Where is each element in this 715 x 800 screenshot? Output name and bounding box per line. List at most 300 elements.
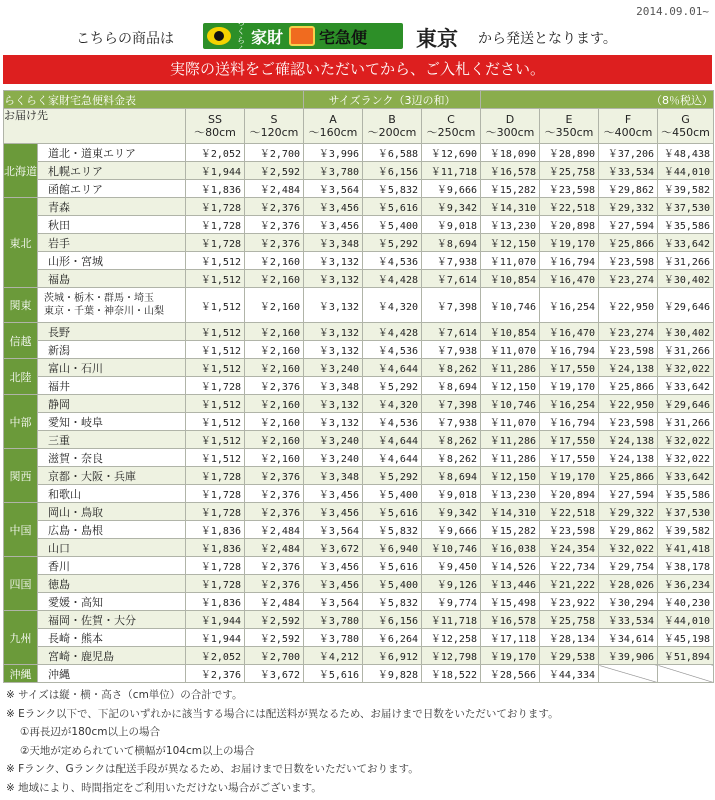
price-cell: ￥9,450 xyxy=(422,557,481,575)
price-cell: ￥18,522 xyxy=(422,665,481,683)
destination-cell xyxy=(38,503,186,521)
price-cell: ￥1,728 xyxy=(186,485,245,503)
price-cell: ￥10,854 xyxy=(481,323,540,341)
size-rank-label: S xyxy=(270,113,278,126)
price-cell: ￥5,292 xyxy=(363,234,422,252)
price-cell: ￥4,320 xyxy=(363,395,422,413)
destination-label: 秋田 xyxy=(48,218,70,232)
table-row xyxy=(4,216,714,234)
size-rank-label: B xyxy=(388,113,396,126)
destination-cell xyxy=(38,413,186,431)
price-cell: ￥25,866 xyxy=(599,234,658,252)
logo-word-kazai: 家財 xyxy=(251,27,284,47)
price-cell: ￥2,376 xyxy=(245,377,304,395)
header xyxy=(0,20,715,52)
price-cell: ￥1,836 xyxy=(186,539,245,557)
size-column-header xyxy=(245,109,304,144)
price-cell: ￥3,240 xyxy=(304,449,363,467)
destination-cell xyxy=(38,431,186,449)
price-cell: ￥10,746 xyxy=(481,288,540,323)
price-cell: ￥30,402 xyxy=(658,323,714,341)
table-row xyxy=(4,629,714,647)
price-cell: ￥6,156 xyxy=(363,611,422,629)
destination-label: 岡山・鳥取 xyxy=(48,505,103,519)
destination-header: お届け先 xyxy=(4,109,186,144)
price-cell: ￥44,010 xyxy=(658,611,714,629)
price-cell: ￥3,456 xyxy=(304,198,363,216)
price-cell: ￥3,348 xyxy=(304,377,363,395)
destination-cell xyxy=(38,162,186,180)
price-cell: ￥2,160 xyxy=(245,252,304,270)
destination-label: 富山・石川 xyxy=(48,361,103,375)
price-cell: ￥25,758 xyxy=(540,162,599,180)
price-cell: ￥17,550 xyxy=(540,431,599,449)
destination-cell xyxy=(38,647,186,665)
destination-label: 和歌山 xyxy=(48,487,81,501)
destination-label: 静岡 xyxy=(48,397,70,411)
destination-label-line2: 東京・千葉・神奈川・山梨 xyxy=(44,306,164,317)
destination-label: 沖縄 xyxy=(48,667,70,681)
price-cell: ￥2,592 xyxy=(245,162,304,180)
price-cell: ￥1,728 xyxy=(186,557,245,575)
price-cell: ￥45,198 xyxy=(658,629,714,647)
price-cell: ￥2,376 xyxy=(245,234,304,252)
price-cell: ￥10,746 xyxy=(422,539,481,557)
price-cell: ￥5,292 xyxy=(363,377,422,395)
destination-label: 函館エリア xyxy=(48,182,103,196)
price-cell: ￥5,616 xyxy=(363,557,422,575)
header-intro-text: こちらの商品は xyxy=(76,31,174,47)
destination-cell xyxy=(38,144,186,162)
price-cell: ￥22,734 xyxy=(540,557,599,575)
price-cell: ￥32,022 xyxy=(658,449,714,467)
size-rank-label: C xyxy=(447,113,455,126)
price-cell: ￥3,240 xyxy=(304,431,363,449)
price-cell: ￥37,530 xyxy=(658,198,714,216)
price-cell: ￥24,138 xyxy=(599,359,658,377)
destination-cell xyxy=(38,323,186,341)
price-cell: ￥21,222 xyxy=(540,575,599,593)
price-cell: ￥7,614 xyxy=(422,270,481,288)
price-cell: ￥4,428 xyxy=(363,270,422,288)
note-condition-2: ②天地が定められていて横幅が104cm以上の場合 xyxy=(20,744,255,757)
destination-label: 徳島 xyxy=(48,577,70,591)
price-cell: ￥48,438 xyxy=(658,144,714,162)
destination-cell xyxy=(38,359,186,377)
price-cell: ￥17,118 xyxy=(481,629,540,647)
price-cell: ￥1,728 xyxy=(186,198,245,216)
price-cell: ￥3,456 xyxy=(304,485,363,503)
price-cell: ￥9,774 xyxy=(422,593,481,611)
destination-cell xyxy=(38,485,186,503)
size-rank-caption: サイズランク（3辺の和） xyxy=(304,91,481,109)
price-cell: ￥8,262 xyxy=(422,431,481,449)
price-cell: ￥2,376 xyxy=(245,485,304,503)
price-cell: ￥23,598 xyxy=(599,252,658,270)
price-cell: ￥4,428 xyxy=(363,323,422,341)
price-cell: ￥4,320 xyxy=(363,288,422,323)
price-cell: ￥16,254 xyxy=(540,395,599,413)
price-cell: ￥19,170 xyxy=(540,377,599,395)
price-cell: ￥7,398 xyxy=(422,288,481,323)
price-cell: ￥30,402 xyxy=(658,270,714,288)
price-cell: ￥25,758 xyxy=(540,611,599,629)
region-cell: 四国 xyxy=(4,557,38,611)
price-cell: ￥3,564 xyxy=(304,180,363,198)
destination-cell xyxy=(38,270,186,288)
destination-label: 福島 xyxy=(48,272,70,286)
table-row xyxy=(4,557,714,575)
table-row xyxy=(4,234,714,252)
price-cell: ￥38,178 xyxy=(658,557,714,575)
price-cell: ￥3,348 xyxy=(304,467,363,485)
price-cell: ￥32,022 xyxy=(599,539,658,557)
price-cell: ￥2,160 xyxy=(245,395,304,413)
price-cell: ￥22,518 xyxy=(540,198,599,216)
size-column-header xyxy=(186,109,245,144)
table-row xyxy=(4,575,714,593)
destination-cell xyxy=(38,449,186,467)
price-cell: ￥4,644 xyxy=(363,449,422,467)
price-cell: ￥16,794 xyxy=(540,252,599,270)
price-cell: ￥16,038 xyxy=(481,539,540,557)
size-column-header xyxy=(658,109,714,144)
price-cell: ￥13,446 xyxy=(481,575,540,593)
destination-cell xyxy=(38,665,186,683)
price-cell: ￥2,484 xyxy=(245,539,304,557)
destination-cell xyxy=(38,341,186,359)
price-cell: ￥36,234 xyxy=(658,575,714,593)
price-cell: ￥11,286 xyxy=(481,449,540,467)
price-cell: ￥14,310 xyxy=(481,503,540,521)
price-cell: ￥8,694 xyxy=(422,467,481,485)
price-cell: ￥2,484 xyxy=(245,180,304,198)
table-row xyxy=(4,431,714,449)
notes-section xyxy=(6,686,559,798)
destination-cell xyxy=(38,467,186,485)
destination-label: 長崎・熊本 xyxy=(48,631,103,645)
price-cell: ￥40,230 xyxy=(658,593,714,611)
table-row xyxy=(4,467,714,485)
price-cell: ￥1,512 xyxy=(186,323,245,341)
price-cell: ￥6,912 xyxy=(363,647,422,665)
price-cell: ￥2,160 xyxy=(245,413,304,431)
destination-label: 福井 xyxy=(48,379,70,393)
price-cell: ￥8,262 xyxy=(422,449,481,467)
price-cell: ￥29,538 xyxy=(540,647,599,665)
price-cell: ￥8,694 xyxy=(422,234,481,252)
rate-table xyxy=(3,90,714,683)
destination-cell xyxy=(38,629,186,647)
price-cell: ￥2,160 xyxy=(245,288,304,323)
region-cell: 中国 xyxy=(4,503,38,557)
price-cell: ￥2,592 xyxy=(245,629,304,647)
price-cell: ￥44,334 xyxy=(540,665,599,683)
table-row xyxy=(4,647,714,665)
price-cell: ￥2,592 xyxy=(245,611,304,629)
destination-label: 広島・島根 xyxy=(48,523,103,537)
price-cell: ￥16,470 xyxy=(540,323,599,341)
price-cell: ￥28,134 xyxy=(540,629,599,647)
price-cell: ￥32,022 xyxy=(658,359,714,377)
price-cell: ￥12,258 xyxy=(422,629,481,647)
note-size: ※ サイズは縦・横・高さ（cm単位）の合計です。 xyxy=(6,689,243,701)
price-cell: ￥2,484 xyxy=(245,521,304,539)
price-cell: ￥17,550 xyxy=(540,449,599,467)
price-cell: ￥15,498 xyxy=(481,593,540,611)
price-cell: ￥28,890 xyxy=(540,144,599,162)
price-cell: ￥37,206 xyxy=(599,144,658,162)
price-cell: ￥16,578 xyxy=(481,162,540,180)
price-cell: ￥4,536 xyxy=(363,341,422,359)
destination-label: 香川 xyxy=(48,559,70,573)
price-cell: ￥11,718 xyxy=(422,611,481,629)
price-cell: ￥5,400 xyxy=(363,485,422,503)
size-rank-label: A xyxy=(329,113,337,126)
price-cell: ￥3,240 xyxy=(304,359,363,377)
price-cell: ￥3,456 xyxy=(304,575,363,593)
logo-small-text: らくらく xyxy=(237,18,245,54)
price-cell: ￥3,780 xyxy=(304,611,363,629)
price-cell: ￥8,262 xyxy=(422,359,481,377)
price-cell: ￥39,582 xyxy=(658,180,714,198)
destination-cell xyxy=(38,611,186,629)
price-cell: ￥1,512 xyxy=(186,395,245,413)
price-cell: ￥4,212 xyxy=(304,647,363,665)
size-range-label: ～80cm xyxy=(194,126,236,139)
price-cell: ￥19,170 xyxy=(481,647,540,665)
size-range-label: ～250cm xyxy=(426,126,476,139)
price-cell: ￥34,614 xyxy=(599,629,658,647)
price-cell: ￥2,376 xyxy=(245,575,304,593)
price-cell: ￥9,342 xyxy=(422,503,481,521)
table-row xyxy=(4,198,714,216)
price-cell: ￥2,700 xyxy=(245,647,304,665)
price-cell: ￥29,754 xyxy=(599,557,658,575)
price-cell: ￥33,534 xyxy=(599,611,658,629)
destination-label: 京都・大阪・兵庫 xyxy=(48,469,136,483)
price-cell: ￥6,156 xyxy=(363,162,422,180)
price-cell: ￥23,274 xyxy=(599,270,658,288)
price-cell: ￥7,398 xyxy=(422,395,481,413)
region-cell: 沖縄 xyxy=(4,665,38,683)
size-rank-label: E xyxy=(565,113,573,126)
price-cell: ￥2,160 xyxy=(245,323,304,341)
tax-note: （8％税込） xyxy=(481,91,714,109)
price-cell: ￥1,728 xyxy=(186,467,245,485)
price-cell: ￥33,534 xyxy=(599,162,658,180)
price-cell: ￥3,996 xyxy=(304,144,363,162)
price-cell: ￥7,614 xyxy=(422,323,481,341)
logo-word-takkyubin: 宅急便 xyxy=(319,27,368,47)
price-cell: ￥1,944 xyxy=(186,611,245,629)
region-cell: 関東 xyxy=(4,288,38,323)
price-cell: ￥44,010 xyxy=(658,162,714,180)
price-cell: ￥3,132 xyxy=(304,341,363,359)
unavailable-cell xyxy=(658,665,714,683)
price-cell: ￥5,616 xyxy=(363,503,422,521)
price-cell: ￥37,530 xyxy=(658,503,714,521)
price-cell: ￥23,598 xyxy=(599,413,658,431)
price-cell: ￥12,150 xyxy=(481,467,540,485)
kuroneko-icon xyxy=(207,27,231,45)
price-cell: ￥3,564 xyxy=(304,521,363,539)
table-row xyxy=(4,593,714,611)
price-cell: ￥2,160 xyxy=(245,341,304,359)
price-cell: ￥27,594 xyxy=(599,216,658,234)
sofa-icon xyxy=(289,26,315,46)
price-cell: ￥24,354 xyxy=(540,539,599,557)
destination-cell xyxy=(38,593,186,611)
table-row xyxy=(4,665,714,683)
size-range-label: ～450cm xyxy=(661,126,710,139)
table-row xyxy=(4,180,714,198)
price-cell: ￥29,862 xyxy=(599,521,658,539)
price-cell: ￥39,906 xyxy=(599,647,658,665)
destination-label: 三重 xyxy=(48,433,70,447)
price-cell: ￥2,052 xyxy=(186,144,245,162)
price-cell: ￥5,616 xyxy=(363,198,422,216)
price-cell: ￥28,026 xyxy=(599,575,658,593)
price-cell: ￥12,690 xyxy=(422,144,481,162)
price-cell: ￥25,866 xyxy=(599,467,658,485)
destination-cell xyxy=(38,521,186,539)
size-range-label: ～200cm xyxy=(367,126,417,139)
price-cell: ￥33,642 xyxy=(658,377,714,395)
price-cell: ￥24,138 xyxy=(599,449,658,467)
price-cell: ￥3,132 xyxy=(304,395,363,413)
size-column-header xyxy=(304,109,363,144)
price-cell: ￥1,512 xyxy=(186,359,245,377)
price-cell: ￥1,512 xyxy=(186,288,245,323)
destination-cell xyxy=(38,234,186,252)
price-cell: ￥19,170 xyxy=(540,467,599,485)
note-e-rank: ※ Eランク以下で、下記のいずれかに該当する場合には配送料が異なるため、お届けまで日数をいただいております。 xyxy=(6,707,559,720)
destination-label: 道北・道東エリア xyxy=(48,146,136,160)
price-cell: ￥29,322 xyxy=(599,503,658,521)
price-cell: ￥5,400 xyxy=(363,216,422,234)
destination-cell xyxy=(38,198,186,216)
region-cell: 北海道 xyxy=(4,144,38,198)
price-cell: ￥16,254 xyxy=(540,288,599,323)
price-cell: ￥12,150 xyxy=(481,377,540,395)
table-row xyxy=(4,288,714,323)
price-cell: ￥22,950 xyxy=(599,395,658,413)
price-cell: ￥3,132 xyxy=(304,270,363,288)
table-row xyxy=(4,270,714,288)
price-cell: ￥16,794 xyxy=(540,413,599,431)
unavailable-cell xyxy=(599,665,658,683)
price-cell: ￥5,616 xyxy=(304,665,363,683)
price-cell: ￥30,294 xyxy=(599,593,658,611)
destination-cell xyxy=(38,575,186,593)
price-cell: ￥3,132 xyxy=(304,413,363,431)
table-row xyxy=(4,395,714,413)
table-row xyxy=(4,539,714,557)
price-cell: ￥17,550 xyxy=(540,359,599,377)
origin-city: 東京 xyxy=(416,27,458,51)
size-column-header xyxy=(599,109,658,144)
size-column-header xyxy=(363,109,422,144)
price-cell: ￥7,938 xyxy=(422,252,481,270)
price-cell: ￥8,694 xyxy=(422,377,481,395)
price-cell: ￥4,644 xyxy=(363,431,422,449)
price-cell: ￥2,376 xyxy=(245,198,304,216)
price-cell: ￥1,836 xyxy=(186,180,245,198)
price-cell: ￥14,310 xyxy=(481,198,540,216)
notice-banner: 実際の送料をご確認いただいてから、ご入札ください。 xyxy=(3,55,712,84)
size-range-label: ～300cm xyxy=(485,126,535,139)
price-cell: ￥1,728 xyxy=(186,503,245,521)
price-cell: ￥1,944 xyxy=(186,162,245,180)
price-cell: ￥41,418 xyxy=(658,539,714,557)
price-cell: ￥5,292 xyxy=(363,467,422,485)
note-time: ※ 地域により、時間指定をご利用いただけない場合がございます。 xyxy=(6,781,322,794)
price-cell: ￥1,512 xyxy=(186,413,245,431)
destination-label: 茨城・栃木・群馬・埼玉 xyxy=(44,293,154,304)
price-cell: ￥1,728 xyxy=(186,234,245,252)
price-cell: ￥11,070 xyxy=(481,413,540,431)
size-column-header xyxy=(422,109,481,144)
date-label: 2014.09.01~ xyxy=(636,5,709,18)
destination-cell xyxy=(38,539,186,557)
price-cell: ￥32,022 xyxy=(658,431,714,449)
destination-cell xyxy=(38,252,186,270)
destination-label: 滋賀・奈良 xyxy=(48,451,103,465)
price-cell: ￥31,266 xyxy=(658,341,714,359)
destination-label: 長野 xyxy=(48,325,70,339)
size-rank-label: D xyxy=(505,113,515,126)
price-cell: ￥4,536 xyxy=(363,252,422,270)
table-row xyxy=(4,611,714,629)
rate-table-body xyxy=(4,144,714,683)
destination-cell xyxy=(38,288,186,323)
region-cell: 信越 xyxy=(4,323,38,359)
price-cell: ￥3,780 xyxy=(304,629,363,647)
table-caption: らくらく家財宅急便料金表 xyxy=(4,91,304,109)
price-cell: ￥22,518 xyxy=(540,503,599,521)
price-cell: ￥3,132 xyxy=(304,323,363,341)
destination-label: 宮崎・鹿児島 xyxy=(48,649,114,663)
price-cell: ￥25,866 xyxy=(599,377,658,395)
destination-cell xyxy=(38,395,186,413)
table-row xyxy=(4,359,714,377)
region-cell: 北陸 xyxy=(4,359,38,395)
price-cell: ￥29,646 xyxy=(658,395,714,413)
price-cell: ￥11,718 xyxy=(422,162,481,180)
price-cell: ￥24,138 xyxy=(599,431,658,449)
price-cell: ￥3,132 xyxy=(304,252,363,270)
price-cell: ￥9,828 xyxy=(363,665,422,683)
price-cell: ￥9,018 xyxy=(422,485,481,503)
table-row xyxy=(4,144,714,162)
price-cell: ￥2,052 xyxy=(186,647,245,665)
price-cell: ￥12,150 xyxy=(481,234,540,252)
price-cell: ￥1,728 xyxy=(186,216,245,234)
note-fg-rank: ※ Fランク、Gランクは配送手段が異なるため、お届けまで日数をいただいております。 xyxy=(6,763,419,776)
price-cell: ￥2,376 xyxy=(245,503,304,521)
price-cell: ￥13,230 xyxy=(481,485,540,503)
price-cell: ￥10,746 xyxy=(481,395,540,413)
price-cell: ￥1,836 xyxy=(186,593,245,611)
price-cell: ￥9,342 xyxy=(422,198,481,216)
price-cell: ￥11,070 xyxy=(481,252,540,270)
price-cell: ￥15,282 xyxy=(481,521,540,539)
price-cell: ￥1,512 xyxy=(186,252,245,270)
size-rank-label: SS xyxy=(208,113,222,126)
price-cell: ￥23,598 xyxy=(540,180,599,198)
size-range-label: ～120cm xyxy=(249,126,299,139)
